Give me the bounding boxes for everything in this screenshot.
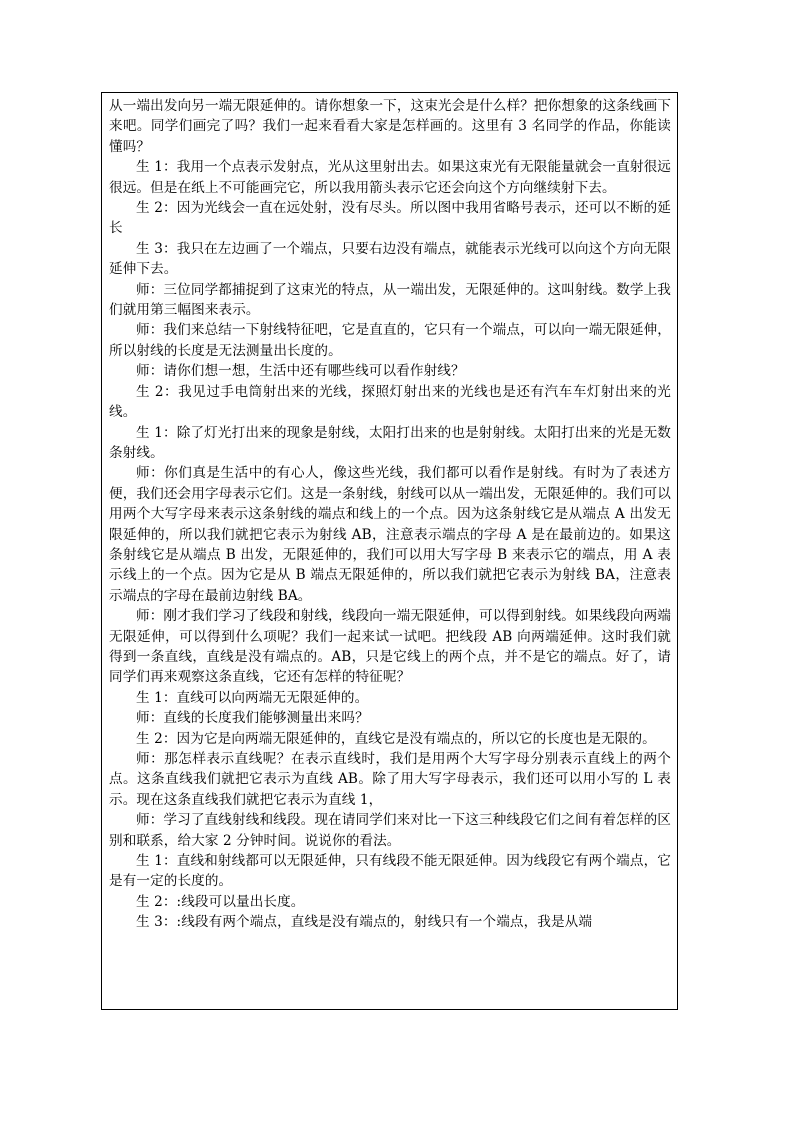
paragraph-3: 生 3：我只在左边画了一个端点，只要右边没有端点，就能表示光线可以向这个方向无限延伸下去。 xyxy=(109,240,671,278)
text-box xyxy=(101,92,678,1010)
paragraph-18: 生 3：:线段有两个端点，直线是没有端点的，射线只有一个端点，我是从端 xyxy=(136,914,593,931)
paragraph-0: 从一端出发向另一端无限延伸的。请你想象一下，这束光会是什么样？把你想象的这条线画下来吧。同学们画完了吗？我们一起来看看大家是怎样画的。这里有 3 名同学的作品，你能读懂吗？ xyxy=(109,98,671,155)
paragraph-8: 生 1：除了灯光打出来的现象是射线，太阳打出来的也是射射线。太阳打出来的光是无数条射线。 xyxy=(109,424,671,461)
paragraph-16: 生 1：直线和射线都可以无限延伸，只有线段不能无限延伸。因为线段它有两个端点，它是有一定的长度的。 xyxy=(109,853,671,890)
paragraph-6: 师：请你们想一想，生活中还有哪些线可以看作射线？ xyxy=(136,363,465,380)
paragraph-2: 生 2：因为光线会一直在远处射，没有尽头。所以图中我用省略号表示，还可以不断的延长 xyxy=(109,200,671,237)
paragraph-15: 师：学习了直线射线和线段。现在请同学们来对比一下这三种线段它们之间有着怎样的区别和联系，给大家 2 分钟时间。说说你的看法。 xyxy=(109,812,671,849)
paragraph-14: 师：那怎样表示直线呢？在表示直线时，我们是用两个大写字母分别表示直线上的两个点。这条直线我们就把它表示为直线 AB。除了用大写字母表示，我们还可以用小写的 L 表示。现在这条直线我们就把它表示为直线 1， xyxy=(109,751,671,808)
paragraph-5: 师：我们来总结一下射线特征吧，它是直直的，它只有一个端点，可以向一端无限延伸，所以射线的长度是无法测量出长度的。 xyxy=(109,322,671,359)
paragraph-1: 生 1：我用一个点表示发射点，光从这里射出去。如果这束光有无限能量就会一直射很远很远。但是在纸上不可能画完它，所以我用箭头表示它还会向这个方向继续射下去。 xyxy=(109,159,671,196)
paragraph-4: 师：三位同学都捕捉到了这束光的特点，从一端出发，无限延伸的。这叫射线。数学上我们就用第三幅图来表示。 xyxy=(109,281,671,319)
paragraph-12: 师：直线的长度我们能够测量出来吗？ xyxy=(136,710,369,727)
paragraph-13: 生 2：因为它是向两端无限延伸的，直线它是没有端点的，所以它的长度也是无限的。 xyxy=(136,730,656,747)
paragraph-17: 生 2：:线段可以量出长度。 xyxy=(136,893,305,910)
paragraph-9: 师：你们真是生活中的有心人，像这些光线，我们都可以看作是射线。有时为了表述方便，我们还会用字母表示它们。这是一条射线，射线可以从一端出发，无限延伸的。我们可以用两个大写字母来表示这条射线的端点和线上的一个点。因为这条射线它是从端点 A 出发无限延伸的，所以我们就把它表示为射线 AB，注意表示端点的字母 A 是在最前边的。如果这条射线它是从端点 B 出发，无限延伸的，我们可以用大写字母 B 来表示它的端点，用 A 表示线上的一个点。因为它是从 B 端点无限延伸的，所以我们就把它表示为射线 BA，注意表示端点的字母在最前边射线 BA。 xyxy=(109,465,671,604)
paragraph-11: 生 1：直线可以向两端无无限延伸的。 xyxy=(136,689,369,706)
paragraph-10: 师：刚才我们学习了线段和射线，线段向一端无限延伸，可以得到射线。如果线段向两端无限延伸，可以得到什么项呢？我们一起来试一试吧。把线段 AB 向两端延伸。这时我们就得到一条直线，直线是没有端点的。AB，只是它线上的两个点，并不是它的端点。好了，请同学们再来观察这条直线，它还有怎样的特征呢？ xyxy=(109,608,671,686)
paragraph-7: 生 2：我见过手电筒射出来的光线，探照灯射出来的光线也是还有汽车车灯射出来的光线。 xyxy=(109,383,671,421)
